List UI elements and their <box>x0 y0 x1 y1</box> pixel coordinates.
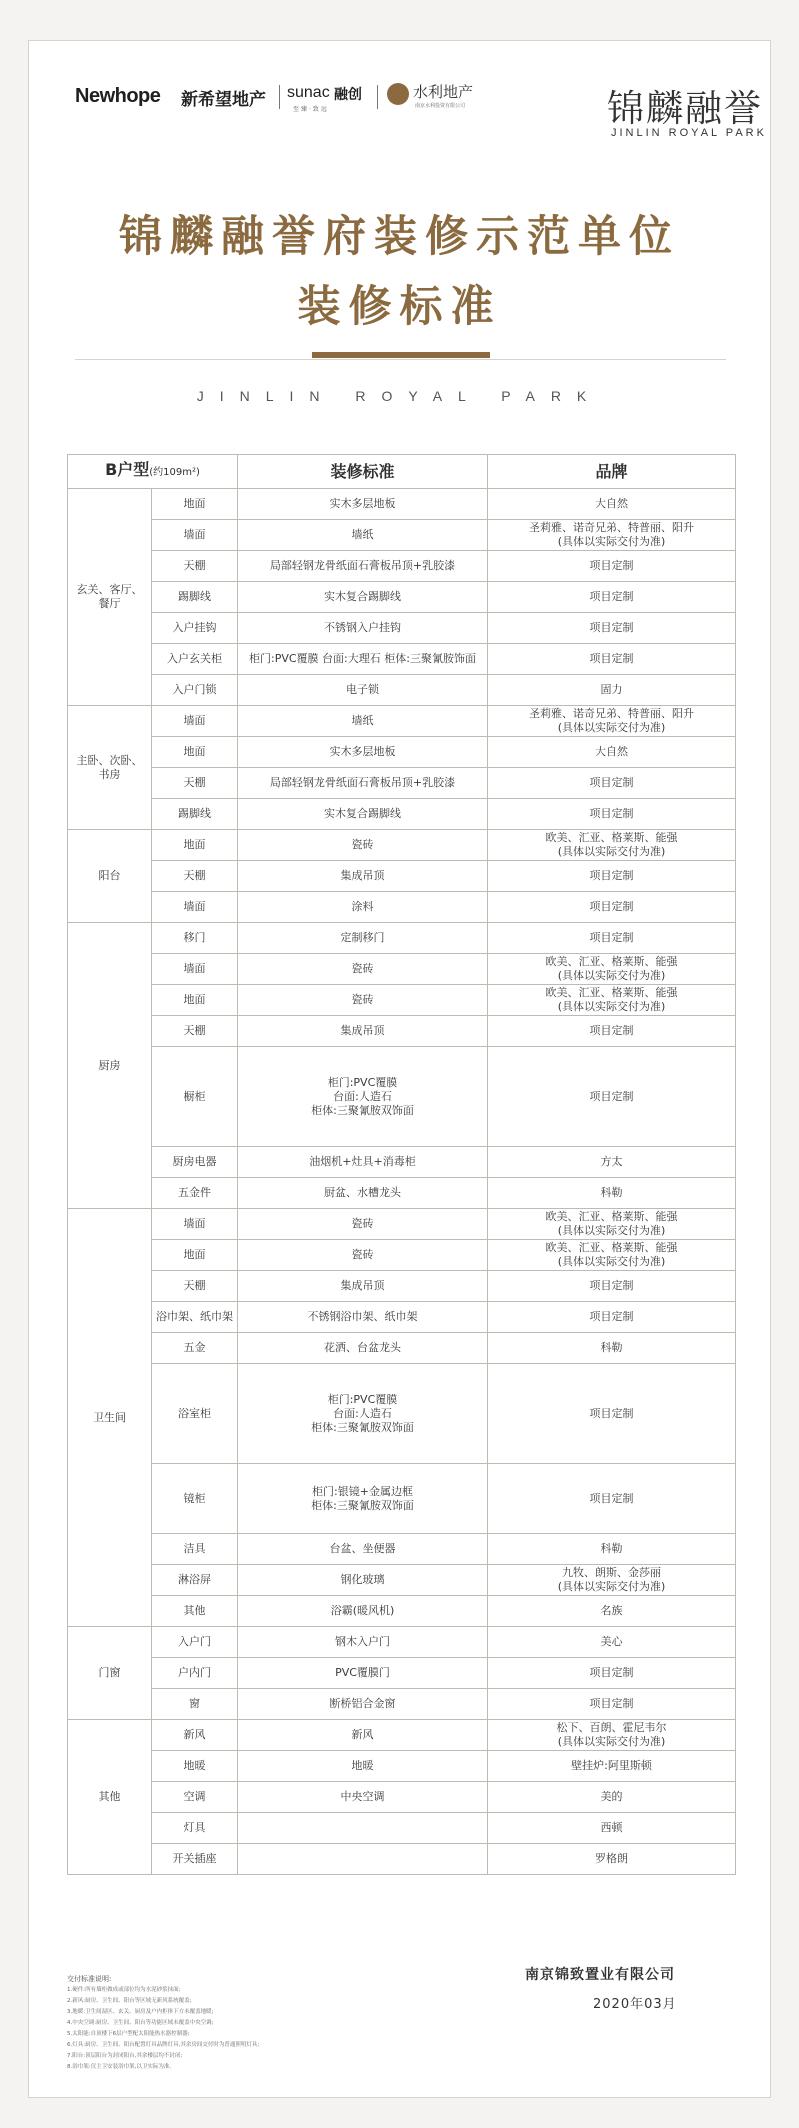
table-row <box>68 923 736 954</box>
water-logo-sub: 南京水利投资有限公司 <box>415 103 466 109</box>
standard-cell: 瓷砖 <box>238 954 488 985</box>
item-cell: 空调 <box>152 1782 238 1813</box>
standard-cell: 不锈钢浴巾架、纸巾架 <box>238 1302 488 1333</box>
table-row <box>68 768 736 799</box>
brand-cell: 项目定制 <box>488 799 736 830</box>
standard-cell: 局部轻钢龙骨纸面石膏板吊顶+乳胶漆 <box>238 551 488 582</box>
item-cell: 墙面 <box>152 520 238 551</box>
brand-cell: 项目定制 <box>488 551 736 582</box>
item-cell: 地面 <box>152 985 238 1016</box>
item-cell: 户内门 <box>152 1658 238 1689</box>
area-cell: 玄关、客厅、餐厅 <box>68 489 152 706</box>
header-unit-type <box>68 455 238 489</box>
item-cell: 橱柜 <box>152 1047 238 1147</box>
table-row <box>68 1364 736 1464</box>
item-cell: 踢脚线 <box>152 799 238 830</box>
area-cell: 厨房 <box>68 923 152 1209</box>
standard-cell: 墙纸 <box>238 706 488 737</box>
note-line: 3.地暖:卫生间湿区、玄关、厨房及户内柜体下方未覆盖地暖; <box>67 2009 214 2015</box>
standard-cell: 涂料 <box>238 892 488 923</box>
table-row <box>68 1565 736 1596</box>
divider-line <box>75 359 726 360</box>
standard-cell: 钢化玻璃 <box>238 1565 488 1596</box>
standard-cell: 柜门:PVC覆膜 台面:人造石 柜体:三聚氰胺双饰面 <box>238 1364 488 1464</box>
standard-cell: 瓷砖 <box>238 1209 488 1240</box>
brand-cell: 项目定制 <box>488 1047 736 1147</box>
standard-cell: 瓷砖 <box>238 1240 488 1271</box>
spec-table-body <box>68 489 736 1875</box>
standard-cell: 实木多层地板 <box>238 737 488 768</box>
table-row <box>68 1271 736 1302</box>
table-row <box>68 520 736 551</box>
brand-cell: 项目定制 <box>488 1689 736 1720</box>
standard-cell: 定制移门 <box>238 923 488 954</box>
table-row <box>68 1209 736 1240</box>
water-logo: 水利地产 <box>413 83 474 101</box>
brand-cell: 美的 <box>488 1782 736 1813</box>
item-cell: 天棚 <box>152 551 238 582</box>
table-row <box>68 582 736 613</box>
brand-cell: 欧美、汇亚、格莱斯、能强 (具体以实际交付为准) <box>488 830 736 861</box>
brand-cell: 项目定制 <box>488 613 736 644</box>
note-line: 2.新风:厨房、卫生间、阳台等区域无新风系统覆盖; <box>67 1998 192 2004</box>
table-row <box>68 1813 736 1844</box>
brand-cell: 科勒 <box>488 1333 736 1364</box>
brand-cell: 名族 <box>488 1596 736 1627</box>
item-cell: 墙面 <box>152 1209 238 1240</box>
newhope-logo-cn: 新希望地产 <box>181 90 266 110</box>
note-line: 6.灯具:厨房、卫生间、阳台配置灯具品牌灯具,其余房间交付时为普通照明灯具; <box>67 2042 260 2048</box>
brand-cell: 项目定制 <box>488 1658 736 1689</box>
standard-cell: 集成吊顶 <box>238 1271 488 1302</box>
area-cell: 门窗 <box>68 1627 152 1720</box>
header-unit-area: (约109m²) <box>149 467 200 478</box>
table-row <box>68 861 736 892</box>
note-line: 5.太阳能:自顶楼下6层户型配太阳能热水器控制器; <box>67 2031 190 2037</box>
brand-cell: 项目定制 <box>488 1302 736 1333</box>
note-line: 1.硬件:所有墙柜做成或部位均为水泥砂浆抹面; <box>67 1987 181 1993</box>
standard-cell: 柜门:银镜+金属边框 柜体:三聚氰胺双饰面 <box>238 1464 488 1534</box>
company-name: 南京锦致置业有限公司 <box>525 1967 675 1983</box>
area-cell: 主卧、次卧、书房 <box>68 706 152 830</box>
table-row <box>68 1658 736 1689</box>
item-cell: 地暖 <box>152 1751 238 1782</box>
table-header-row <box>68 455 736 489</box>
brand-cell: 圣莉雅、诺奇兄弟、特普丽、阳升 (具体以实际交付为准) <box>488 706 736 737</box>
standard-cell: 断桥铝合金窗 <box>238 1689 488 1720</box>
delivery-notes <box>67 1974 427 2073</box>
table-row <box>68 1689 736 1720</box>
brand-cell: 罗格朗 <box>488 1844 736 1875</box>
standard-cell: 油烟机+灶具+消毒柜 <box>238 1147 488 1178</box>
table-row <box>68 830 736 861</box>
standard-cell: 墙纸 <box>238 520 488 551</box>
table-row <box>68 1464 736 1534</box>
table-row <box>68 1596 736 1627</box>
header-standard: 装修标准 <box>238 455 488 489</box>
standard-cell: 台盆、坐便器 <box>238 1534 488 1565</box>
standard-cell: 柜门:PVC覆膜 台面:人造石 柜体:三聚氰胺双饰面 <box>238 1047 488 1147</box>
item-cell: 踢脚线 <box>152 582 238 613</box>
item-cell: 淋浴屏 <box>152 1565 238 1596</box>
brand-cell: 项目定制 <box>488 582 736 613</box>
table-row <box>68 1751 736 1782</box>
table-row <box>68 892 736 923</box>
item-cell: 入户玄关柜 <box>152 644 238 675</box>
brand-cell: 科勒 <box>488 1178 736 1209</box>
item-cell: 天棚 <box>152 768 238 799</box>
brand-logo-en: JINLIN ROYAL PARK <box>611 127 767 139</box>
item-cell: 墙面 <box>152 954 238 985</box>
standard-cell: PVC覆膜门 <box>238 1658 488 1689</box>
brand-cell: 项目定制 <box>488 923 736 954</box>
table-row <box>68 799 736 830</box>
note-line: 7.阳台:顶层阳台为封闭阳台,其余楼层均不封闭; <box>67 2053 183 2059</box>
table-row <box>68 1240 736 1271</box>
table-row <box>68 985 736 1016</box>
brand-cell: 项目定制 <box>488 768 736 799</box>
table-row <box>68 675 736 706</box>
header-brand: 品牌 <box>488 455 736 489</box>
table-row <box>68 1720 736 1751</box>
standard-cell: 钢木入户门 <box>238 1627 488 1658</box>
table-row <box>68 737 736 768</box>
brand-cell: 大自然 <box>488 737 736 768</box>
brand-cell: 项目定制 <box>488 1464 736 1534</box>
item-cell: 墙面 <box>152 706 238 737</box>
standard-cell: 地暖 <box>238 1751 488 1782</box>
brand-cell: 项目定制 <box>488 892 736 923</box>
tagline: JINLIN ROYAL PARK <box>196 388 603 404</box>
brand-cell: 项目定制 <box>488 1016 736 1047</box>
item-cell: 地面 <box>152 489 238 520</box>
note-line: 4.中央空调:厨房、卫生间、阳台等功能区域未覆盖中央空调; <box>67 2020 214 2026</box>
item-cell: 地面 <box>152 1240 238 1271</box>
item-cell: 镜柜 <box>152 1464 238 1534</box>
divider-bar <box>312 352 490 358</box>
standard-cell: 实木复合踢脚线 <box>238 582 488 613</box>
item-cell: 天棚 <box>152 861 238 892</box>
table-row <box>68 613 736 644</box>
document-page <box>28 40 771 2098</box>
spec-table <box>67 454 736 1875</box>
standard-cell: 集成吊顶 <box>238 861 488 892</box>
table-row <box>68 644 736 675</box>
table-row <box>68 1782 736 1813</box>
brand-cell: 九牧、朗斯、金莎丽 (具体以实际交付为准) <box>488 1565 736 1596</box>
item-cell: 移门 <box>152 923 238 954</box>
item-cell: 浴巾架、纸巾架 <box>152 1302 238 1333</box>
item-cell: 天棚 <box>152 1271 238 1302</box>
item-cell: 灯具 <box>152 1813 238 1844</box>
area-cell: 阳台 <box>68 830 152 923</box>
logo-separator <box>377 85 378 109</box>
item-cell: 厨房电器 <box>152 1147 238 1178</box>
item-cell: 浴室柜 <box>152 1364 238 1464</box>
table-row <box>68 1147 736 1178</box>
item-cell: 入户门 <box>152 1627 238 1658</box>
standard-cell: 浴霸(暖风机) <box>238 1596 488 1627</box>
item-cell: 地面 <box>152 830 238 861</box>
standard-cell: 实木多层地板 <box>238 489 488 520</box>
standard-cell: 集成吊顶 <box>238 1016 488 1047</box>
standard-cell: 柜门:PVC覆膜 台面:大理石 柜体:三聚氰胺饰面 <box>238 644 488 675</box>
logo-separator <box>279 85 280 109</box>
brand-cell: 欧美、汇亚、格莱斯、能强 (具体以实际交付为准) <box>488 1240 736 1271</box>
standard-cell <box>238 1813 488 1844</box>
issue-date: 2020年03月 <box>593 1997 677 2012</box>
brand-cell: 项目定制 <box>488 1364 736 1464</box>
brand-cell: 科勒 <box>488 1534 736 1565</box>
item-cell: 入户门锁 <box>152 675 238 706</box>
item-cell: 开关插座 <box>152 1844 238 1875</box>
item-cell: 其他 <box>152 1596 238 1627</box>
brand-cell: 欧美、汇亚、格莱斯、能强 (具体以实际交付为准) <box>488 954 736 985</box>
brand-cell: 欧美、汇亚、格莱斯、能强 (具体以实际交付为准) <box>488 985 736 1016</box>
item-cell: 新风 <box>152 1720 238 1751</box>
table-row <box>68 551 736 582</box>
standard-cell: 电子锁 <box>238 675 488 706</box>
brand-cell: 大自然 <box>488 489 736 520</box>
newhope-logo: Newhope <box>75 85 161 107</box>
standard-cell: 实木复合踢脚线 <box>238 799 488 830</box>
standard-cell: 瓷砖 <box>238 985 488 1016</box>
table-row <box>68 1627 736 1658</box>
sunac-logo-cn: 融创 <box>334 87 362 103</box>
item-cell: 洁具 <box>152 1534 238 1565</box>
table-row <box>68 1047 736 1147</box>
sunac-logo: sunac <box>287 84 330 101</box>
header <box>29 41 770 141</box>
brand-cell: 松下、百朗、霍尼韦尔 (具体以实际交付为准) <box>488 1720 736 1751</box>
standard-cell: 局部轻钢龙骨纸面石膏板吊顶+乳胶漆 <box>238 768 488 799</box>
brand-cell: 圣莉雅、诺奇兄弟、特普丽、阳升 (具体以实际交付为准) <box>488 520 736 551</box>
brand-cell: 固力 <box>488 675 736 706</box>
item-cell: 入户挂钩 <box>152 613 238 644</box>
page-title: 锦麟融誉府装修示范单位 <box>119 212 680 262</box>
item-cell: 地面 <box>152 737 238 768</box>
brand-cell: 方太 <box>488 1147 736 1178</box>
notes-title: 交付标准说明: <box>67 1975 112 1983</box>
brand-cell: 欧美、汇亚、格莱斯、能强 (具体以实际交付为准) <box>488 1209 736 1240</box>
header-unit-label: B户型 <box>105 460 150 479</box>
standard-cell <box>238 1844 488 1875</box>
brand-cell: 项目定制 <box>488 861 736 892</box>
table-row <box>68 706 736 737</box>
standard-cell: 新风 <box>238 1720 488 1751</box>
table-row <box>68 489 736 520</box>
water-logo-icon <box>387 83 409 105</box>
standard-cell: 瓷砖 <box>238 830 488 861</box>
sunac-logo-slogan: 至臻·致远 <box>293 106 329 113</box>
table-row <box>68 1333 736 1364</box>
table-row <box>68 1302 736 1333</box>
table-row <box>68 1178 736 1209</box>
table-row <box>68 1844 736 1875</box>
brand-cell: 美心 <box>488 1627 736 1658</box>
standard-cell: 花洒、台盆龙头 <box>238 1333 488 1364</box>
brand-cell: 西顿 <box>488 1813 736 1844</box>
table-row <box>68 1534 736 1565</box>
area-cell: 其他 <box>68 1720 152 1875</box>
page-subtitle: 装修标准 <box>297 282 502 332</box>
table-row <box>68 954 736 985</box>
standard-cell: 厨盆、水槽龙头 <box>238 1178 488 1209</box>
note-line: 8.浴巾架:仅主卫安装浴巾架,以卫实际为准。 <box>67 2064 175 2070</box>
brand-logo-cn: 锦麟融誉 <box>607 87 763 130</box>
item-cell: 五金 <box>152 1333 238 1364</box>
table-row <box>68 1016 736 1047</box>
item-cell: 五金件 <box>152 1178 238 1209</box>
item-cell: 墙面 <box>152 892 238 923</box>
area-cell: 卫生间 <box>68 1209 152 1627</box>
brand-cell: 项目定制 <box>488 1271 736 1302</box>
item-cell: 天棚 <box>152 1016 238 1047</box>
brand-cell: 壁挂炉:阿里斯顿 <box>488 1751 736 1782</box>
standard-cell: 中央空调 <box>238 1782 488 1813</box>
brand-cell: 项目定制 <box>488 644 736 675</box>
item-cell: 窗 <box>152 1689 238 1720</box>
standard-cell: 不锈钢入户挂钩 <box>238 613 488 644</box>
